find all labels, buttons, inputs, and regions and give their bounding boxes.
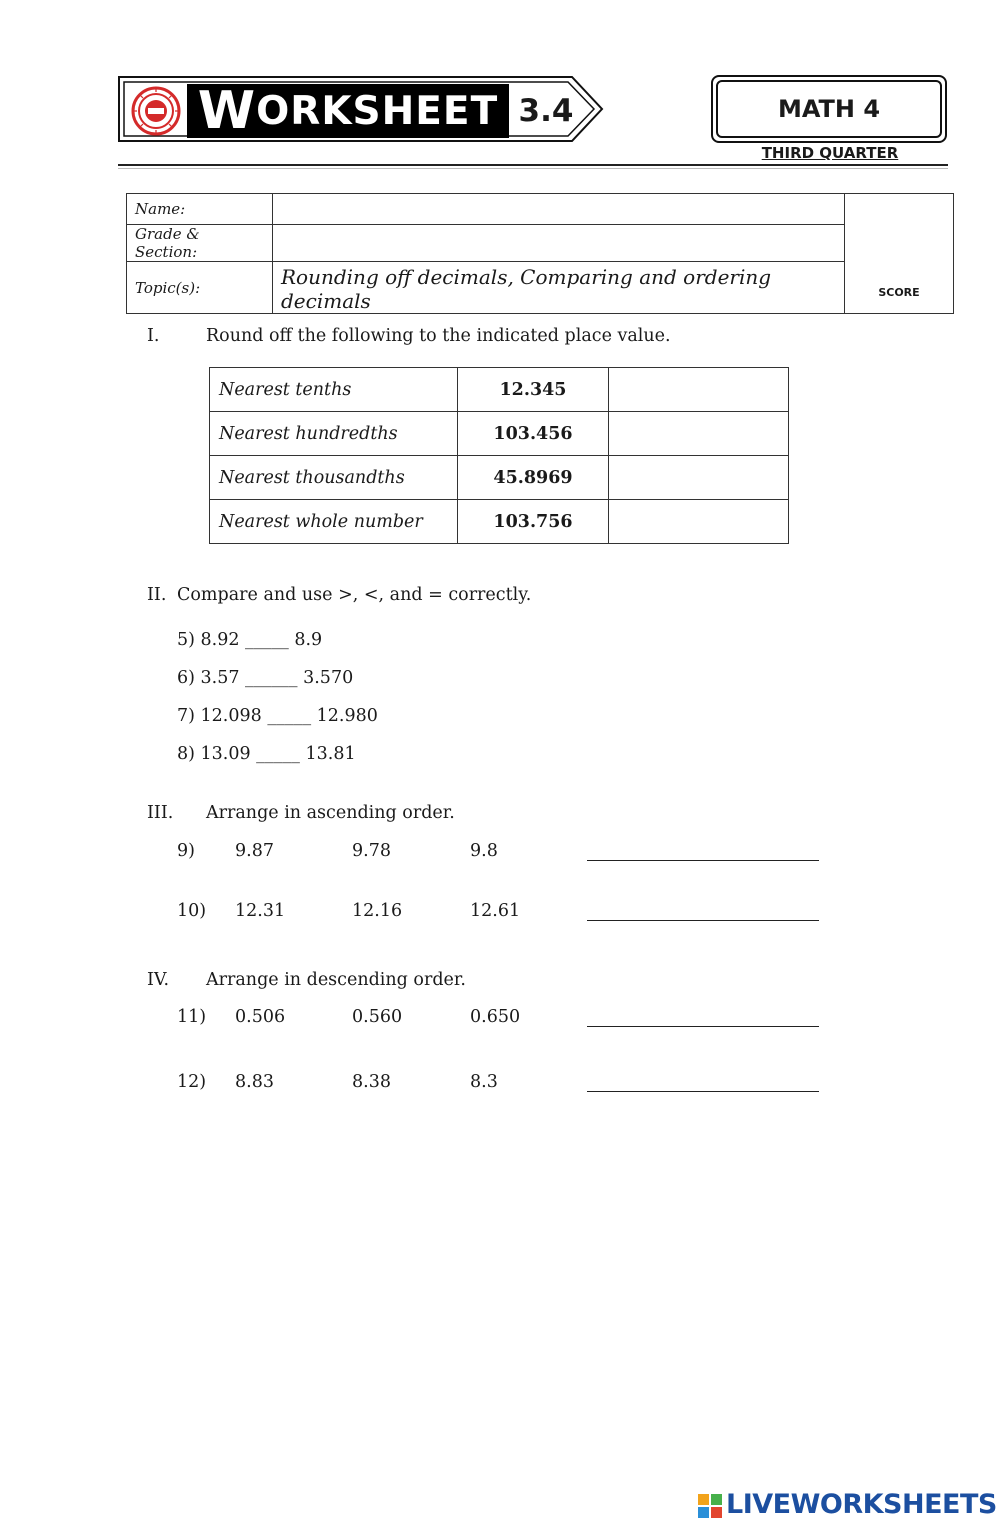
decimal-value: 8.83 <box>235 1072 274 1092</box>
item-number: 9) <box>177 841 195 861</box>
section-4-numeral: IV. <box>147 970 170 990</box>
number-value: 103.756 <box>458 500 609 544</box>
decimal-value: 12.31 <box>235 901 286 921</box>
item-number: 12) <box>177 1072 207 1092</box>
answer-line-10[interactable] <box>587 920 819 921</box>
answer-line-9[interactable] <box>587 860 819 861</box>
quarter-label: THIRD QUARTER <box>761 144 899 162</box>
liveworksheets-brand[interactable]: LIVEWORKSHEETS <box>726 1489 997 1520</box>
answer-cell-1[interactable] <box>609 368 789 412</box>
grade-section-label: Grade & Section: <box>127 225 273 262</box>
compare-item-5[interactable]: 5) 8.92 _____ 8.9 <box>177 630 323 650</box>
compare-item-7[interactable]: 7) 12.098 _____ 12.980 <box>177 706 378 726</box>
school-seal-icon <box>131 86 181 136</box>
item-number: 11) <box>177 1007 207 1027</box>
worksheet-number: 3.4 <box>518 93 574 129</box>
decimal-value: 8.38 <box>352 1072 391 1092</box>
answer-cell-2[interactable] <box>609 412 789 456</box>
section-2-numeral: II. <box>147 585 167 605</box>
header-divider <box>118 164 948 166</box>
section-3-instruction: Arrange in ascending order. <box>206 803 455 823</box>
decimal-value: 0.650 <box>470 1007 521 1027</box>
decimal-value: 8.3 <box>470 1072 498 1092</box>
liveworksheets-logo-icon <box>697 1493 723 1519</box>
decimal-value: 0.506 <box>235 1007 286 1027</box>
rounding-row <box>210 456 789 500</box>
compare-item-6[interactable]: 6) 3.57 ______ 3.570 <box>177 668 354 688</box>
rounding-table <box>209 367 789 544</box>
worksheet-title-rest: ORKSHEET <box>256 88 499 134</box>
compare-item-8[interactable]: 8) 13.09 _____ 13.81 <box>177 744 356 764</box>
header-divider-secondary <box>118 168 948 169</box>
decimal-value: 12.61 <box>470 901 521 921</box>
score-box[interactable]: SCORE <box>845 194 954 314</box>
answer-line-11[interactable] <box>587 1026 819 1027</box>
section-1-numeral: I. <box>147 326 160 346</box>
place-value-label: Nearest thousandths <box>210 456 458 500</box>
topic-value: Rounding off decimals, Comparing and ordering decimals <box>273 262 845 314</box>
name-label: Name: <box>127 194 273 225</box>
place-value-label: Nearest whole number <box>210 500 458 544</box>
section-2-instruction: Compare and use >, <, and = correctly. <box>177 585 532 605</box>
topic-label: Topic(s): <box>127 262 273 314</box>
number-value: 45.8969 <box>458 456 609 500</box>
number-value: 12.345 <box>458 368 609 412</box>
number-value: 103.456 <box>458 412 609 456</box>
item-number: 10) <box>177 901 207 921</box>
section-4-instruction: Arrange in descending order. <box>206 970 466 990</box>
answer-line-12[interactable] <box>587 1091 819 1092</box>
decimal-value: 9.78 <box>352 841 391 861</box>
decimal-value: 0.560 <box>352 1007 403 1027</box>
answer-cell-4[interactable] <box>609 500 789 544</box>
decimal-value: 12.16 <box>352 901 403 921</box>
decimal-value: 9.8 <box>470 841 498 861</box>
rounding-row <box>210 500 789 544</box>
grade-section-field[interactable] <box>273 225 845 262</box>
section-3-numeral: III. <box>147 803 174 823</box>
student-info-table <box>126 193 954 314</box>
decimal-value: 9.87 <box>235 841 274 861</box>
place-value-label: Nearest tenths <box>210 368 458 412</box>
answer-cell-3[interactable] <box>609 456 789 500</box>
rounding-row <box>210 368 789 412</box>
subject-label: MATH 4 <box>716 80 942 138</box>
rounding-row <box>210 412 789 456</box>
section-1-instruction: Round off the following to the indicated place value. <box>206 326 671 346</box>
name-field[interactable] <box>273 194 845 225</box>
place-value-label: Nearest hundredths <box>210 412 458 456</box>
worksheet-title-initial: W <box>197 81 257 141</box>
worksheet-title <box>187 81 509 141</box>
